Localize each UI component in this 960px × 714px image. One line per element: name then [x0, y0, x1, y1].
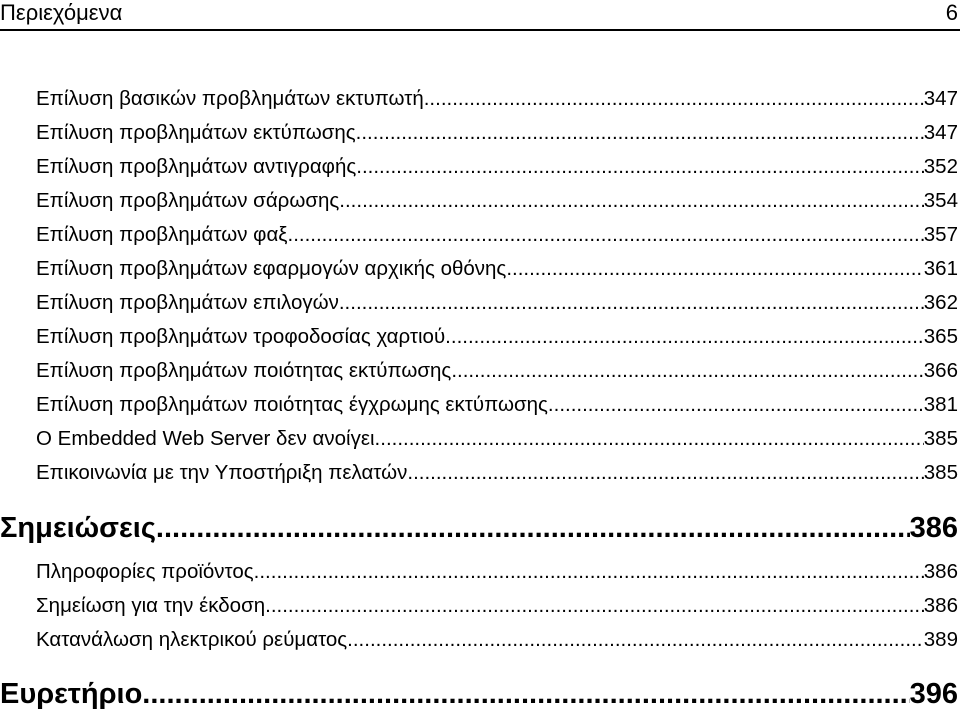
- page-number: 6: [945, 0, 958, 25]
- toc-section-index: [0, 674, 960, 714]
- toc-entry-page: 361: [923, 257, 958, 280]
- toc-entry-page: 386: [923, 594, 958, 617]
- toc-leader-dots: [548, 388, 924, 422]
- toc-entry-label: Επικοινωνία με την Υποστήριξη πελατών: [36, 461, 408, 484]
- toc-entry-page: 357: [923, 223, 958, 246]
- toc-entry[interactable]: [0, 82, 960, 116]
- toc-leader-dots: [356, 116, 924, 150]
- header-divider: [0, 29, 960, 31]
- toc-section-entry[interactable]: [0, 508, 960, 548]
- toc-entry[interactable]: [0, 184, 960, 218]
- toc-section-label: Ευρετήριο: [0, 678, 143, 710]
- toc-section-notes: [0, 508, 960, 548]
- toc-entry-label: Επίλυση προβλημάτων φαξ: [36, 223, 288, 246]
- toc-leader-dots: [407, 456, 923, 490]
- toc-entry-page: 366: [923, 359, 958, 382]
- toc-entry-label: Επίλυση προβλημάτων ποιότητας έγχρωμης εκτύπωσης: [36, 393, 548, 416]
- toc-entry[interactable]: [0, 623, 960, 657]
- toc-entry-page: 347: [923, 121, 958, 144]
- toc-entry-page: 381: [923, 393, 958, 416]
- toc-entry-page: 386: [923, 560, 958, 583]
- toc-entry[interactable]: [0, 116, 960, 150]
- toc-entry[interactable]: [0, 422, 960, 456]
- toc-leader-dots: [445, 320, 924, 354]
- toc-entry-page: 347: [923, 87, 958, 110]
- page-header: [0, 0, 960, 30]
- toc-entry-label: Επίλυση προβλημάτων τροφοδοσίας χαρτιού: [36, 325, 446, 348]
- toc-leader-dots: [142, 674, 909, 714]
- toc-entry-label: Ο Embedded Web Server δεν ανοίγει: [36, 427, 375, 450]
- toc-leader-dots: [375, 422, 924, 456]
- toc-entry[interactable]: [0, 286, 960, 320]
- toc-entry-page: 352: [923, 155, 958, 178]
- toc-entry-label: Επίλυση προβλημάτων επιλογών: [36, 291, 339, 314]
- toc-leader-dots: [339, 286, 924, 320]
- toc-entry-page: 354: [923, 189, 958, 212]
- toc-leader-dots: [506, 252, 923, 286]
- toc-leader-dots: [156, 508, 910, 548]
- toc-section-entry[interactable]: [0, 674, 960, 714]
- toc-entry-label: Κατανάλωση ηλεκτρικού ρεύματος: [36, 628, 348, 651]
- toc-entry-label: Επίλυση προβλημάτων αντιγραφής: [36, 155, 357, 178]
- toc-entry-label: Επίλυση βασικών προβλημάτων εκτυπωτή: [36, 87, 424, 110]
- toc-leader-dots: [339, 184, 924, 218]
- toc-entry[interactable]: [0, 354, 960, 388]
- toc-entry[interactable]: [0, 150, 960, 184]
- toc-group-troubleshooting: [0, 82, 960, 490]
- toc-entry-page: 385: [923, 461, 958, 484]
- toc-entry-page: 385: [923, 427, 958, 450]
- toc-leader-dots: [424, 82, 924, 116]
- toc-leader-dots: [347, 623, 924, 657]
- toc-leader-dots: [451, 354, 923, 388]
- toc-leader-dots: [265, 589, 924, 623]
- toc-leader-dots: [288, 218, 924, 252]
- toc-entry[interactable]: [0, 320, 960, 354]
- toc-entry-label: Πληροφορίες προϊόντος: [36, 560, 254, 583]
- toc-entry[interactable]: [0, 589, 960, 623]
- toc-entry[interactable]: [0, 555, 960, 589]
- toc-entry-page: 362: [923, 291, 958, 314]
- toc-entry-label: Επίλυση προβλημάτων σάρωσης: [36, 189, 340, 212]
- toc-entry[interactable]: [0, 252, 960, 286]
- toc-section-page: 396: [909, 678, 958, 710]
- toc-entry-page: 365: [923, 325, 958, 348]
- toc-section-label: Σημειώσεις: [0, 512, 156, 544]
- toc-leader-dots: [254, 555, 924, 589]
- toc-entry[interactable]: [0, 218, 960, 252]
- toc-leader-dots: [356, 150, 924, 184]
- toc-group-notes: [0, 555, 960, 657]
- toc-entry-label: Επίλυση προβλημάτων εφαρμογών αρχικής οθόνης: [36, 257, 507, 280]
- toc-entry-label: Σημείωση για την έκδοση: [36, 594, 266, 617]
- toc-entry[interactable]: [0, 456, 960, 490]
- toc-entry[interactable]: [0, 388, 960, 422]
- toc-section-page: 386: [909, 512, 958, 544]
- toc-entry-label: Επίλυση προβλημάτων εκτύπωσης: [36, 121, 356, 144]
- toc-entry-page: 389: [923, 628, 958, 651]
- page-title: Περιεχόμενα: [0, 0, 123, 25]
- toc-entry-label: Επίλυση προβλημάτων ποιότητας εκτύπωσης: [36, 359, 452, 382]
